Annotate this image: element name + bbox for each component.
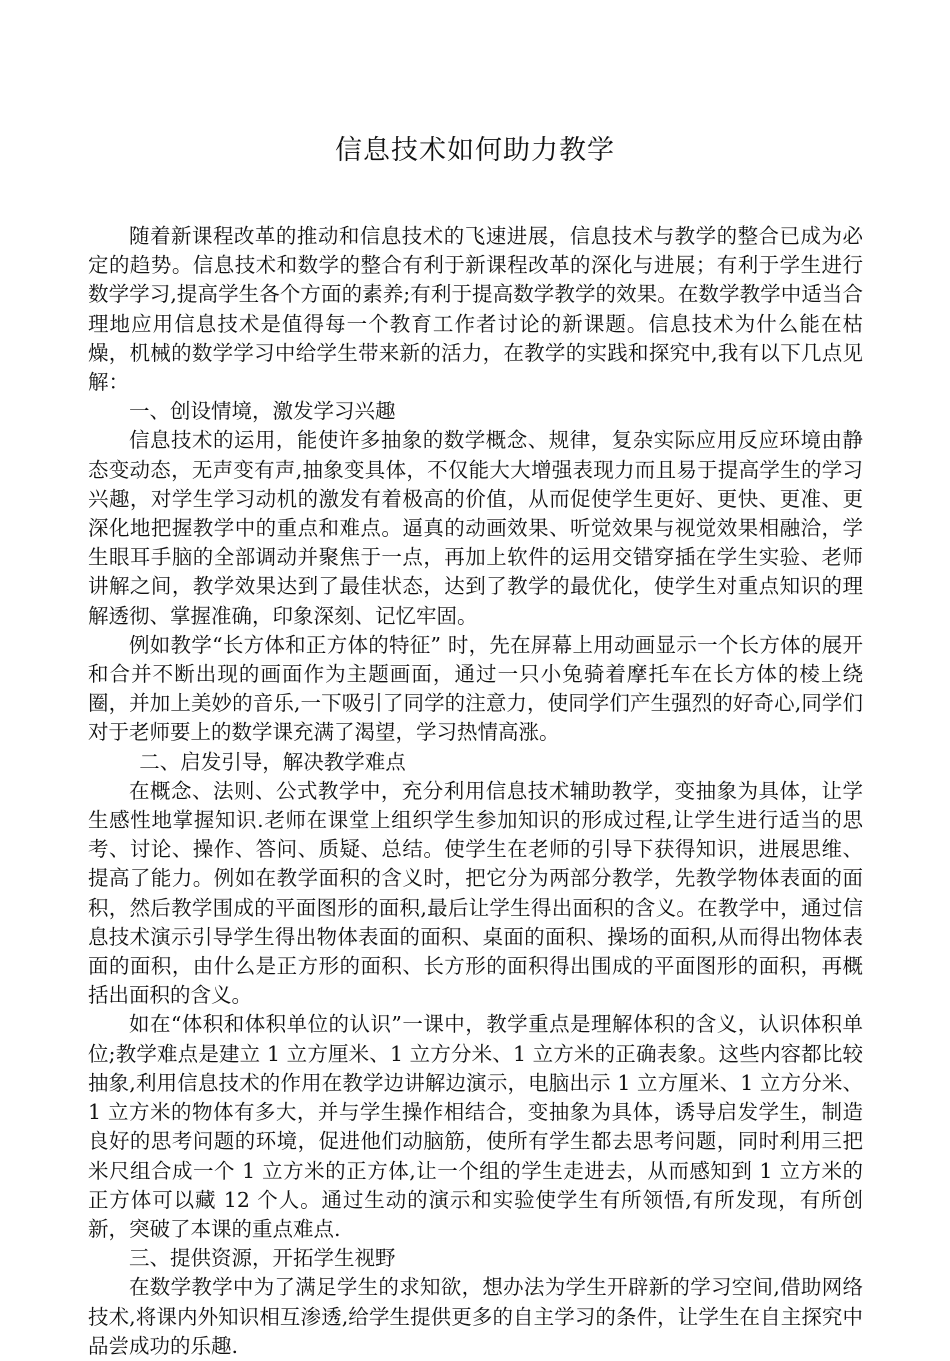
section-heading-2: 二、启发引导，解决教学难点: [139, 749, 406, 774]
section-2-paragraph-1: 在概念、法则、公式教学中，充分利用信息技术辅助教学，变抽象为具体，让学生感性地掌握知识.老师在课堂上组织学生参加知识的形成过程,让学生进行适当的思考、讨论、操作、答问、质疑、总结。使学生在老师的引导下获得知识，进展思维、提高了能力。例如在教学面积的含义时，把它分为两部分教学，先教学物体表面的面积，然后教学围成的平面图形的面积,最后让学生得出面积的含义。在教学中，通过信息技术演示引导学生得出物体表面的面积、桌面的面积、操场的面积,从而得出物体表面的面积，由什么是正方形的面积、长方形的面积得出围成的平面图形的面积，再概括出面积的含义。: [88, 778, 863, 1008]
section-heading-1: 一、创设情境，激发学习兴趣: [129, 399, 396, 424]
section-heading-3: 三、提供资源，开拓学生视野: [129, 1246, 396, 1271]
section-1-paragraph-2: 例如教学“长方体和正方体的特征” 时，先在屏幕上用动画显示一个长方体的展开和合并不断出现的画面作为主题画面，通过一只小兔骑着摩托车在长方体的棱上绕圈，并加上美妙的音乐,一下吸引了同学的注意力，使同学们产生强烈的好奇心,同学们对于老师要上的数学课充满了渴望，学习热情高涨。: [88, 632, 863, 745]
section-1-paragraph-1: 信息技术的运用，能使许多抽象的数学概念、规律，复杂实际应用反应环境由静态变动态，无声变有声,抽象变具体，不仅能大大增强表现力而且易于提高学生的学习兴趣，对学生学习动机的激发有着极高的价值，从而促使学生更好、更快、更准、更深化地把握教学中的重点和难点。逼真的动画效果、听觉效果与视觉效果相融洽，学生眼耳手脑的全部调动并聚焦于一点，再加上软件的运用交错穿插在学生实验、老师讲解之间，教学效果达到了最佳状态，达到了教学的最优化，使学生对重点知识的理解透彻、掌握准确，印象深刻、记忆牢固。: [88, 428, 863, 628]
intro-paragraph: 随着新课程改革的推动和信息技术的飞速进展，信息技术与教学的整合已成为必定的趋势。信息技术和数学的整合有利于新课程改革的深化与进展；有利于学生进行数学学习,提高学生各个方面的素养;有利于提高数学教学的效果。在数学教学中适当合理地应用信息技术是值得每一个教育工作者讨论的新课题。信息技术为什么能在枯燥，机械的数学学习中给学生带来新的活力，在教学的实践和探究中,我有以下几点见解：: [88, 224, 863, 395]
section-3-paragraph-1: 在数学教学中为了满足学生的求知欲，想办法为学生开辟新的学习空间,借助网络技术,将课内外知识相互渗透,给学生提供更多的自主学习的条件，让学生在自主探究中品尝成功的乐趣.: [88, 1275, 863, 1358]
document-body: [88, 222, 863, 1361]
document-title: 信息技术如何助力教学: [335, 135, 615, 166]
section-2-paragraph-2: 如在“体积和体积单位的认识”一课中，教学重点是理解体积的含义，认识体积单位;教学难点是建立 1 立方厘米、1 立方分米、1 立方米的正确表象。这些内容都比较抽象,利用信息技术的作用在教学边讲解边演示，电脑出示 1 立方厘米、1 立方分米、1 立方米的物体有多大，并与学生操作相结合，变抽象为具体，诱导启发学生，制造良好的思考问题的环境，促进他们动脑筋，使所有学生都去思考问题，同时利用三把米尺组合成一个 1 立方米的正方体,让一个组的学生走进去，从而感知到 1 立方米的正方体可以藏 12 个人。通过生动的演示和实验使学生有所领悟,有所发现，有所创新，突破了本课的重点难点.: [88, 1012, 863, 1241]
